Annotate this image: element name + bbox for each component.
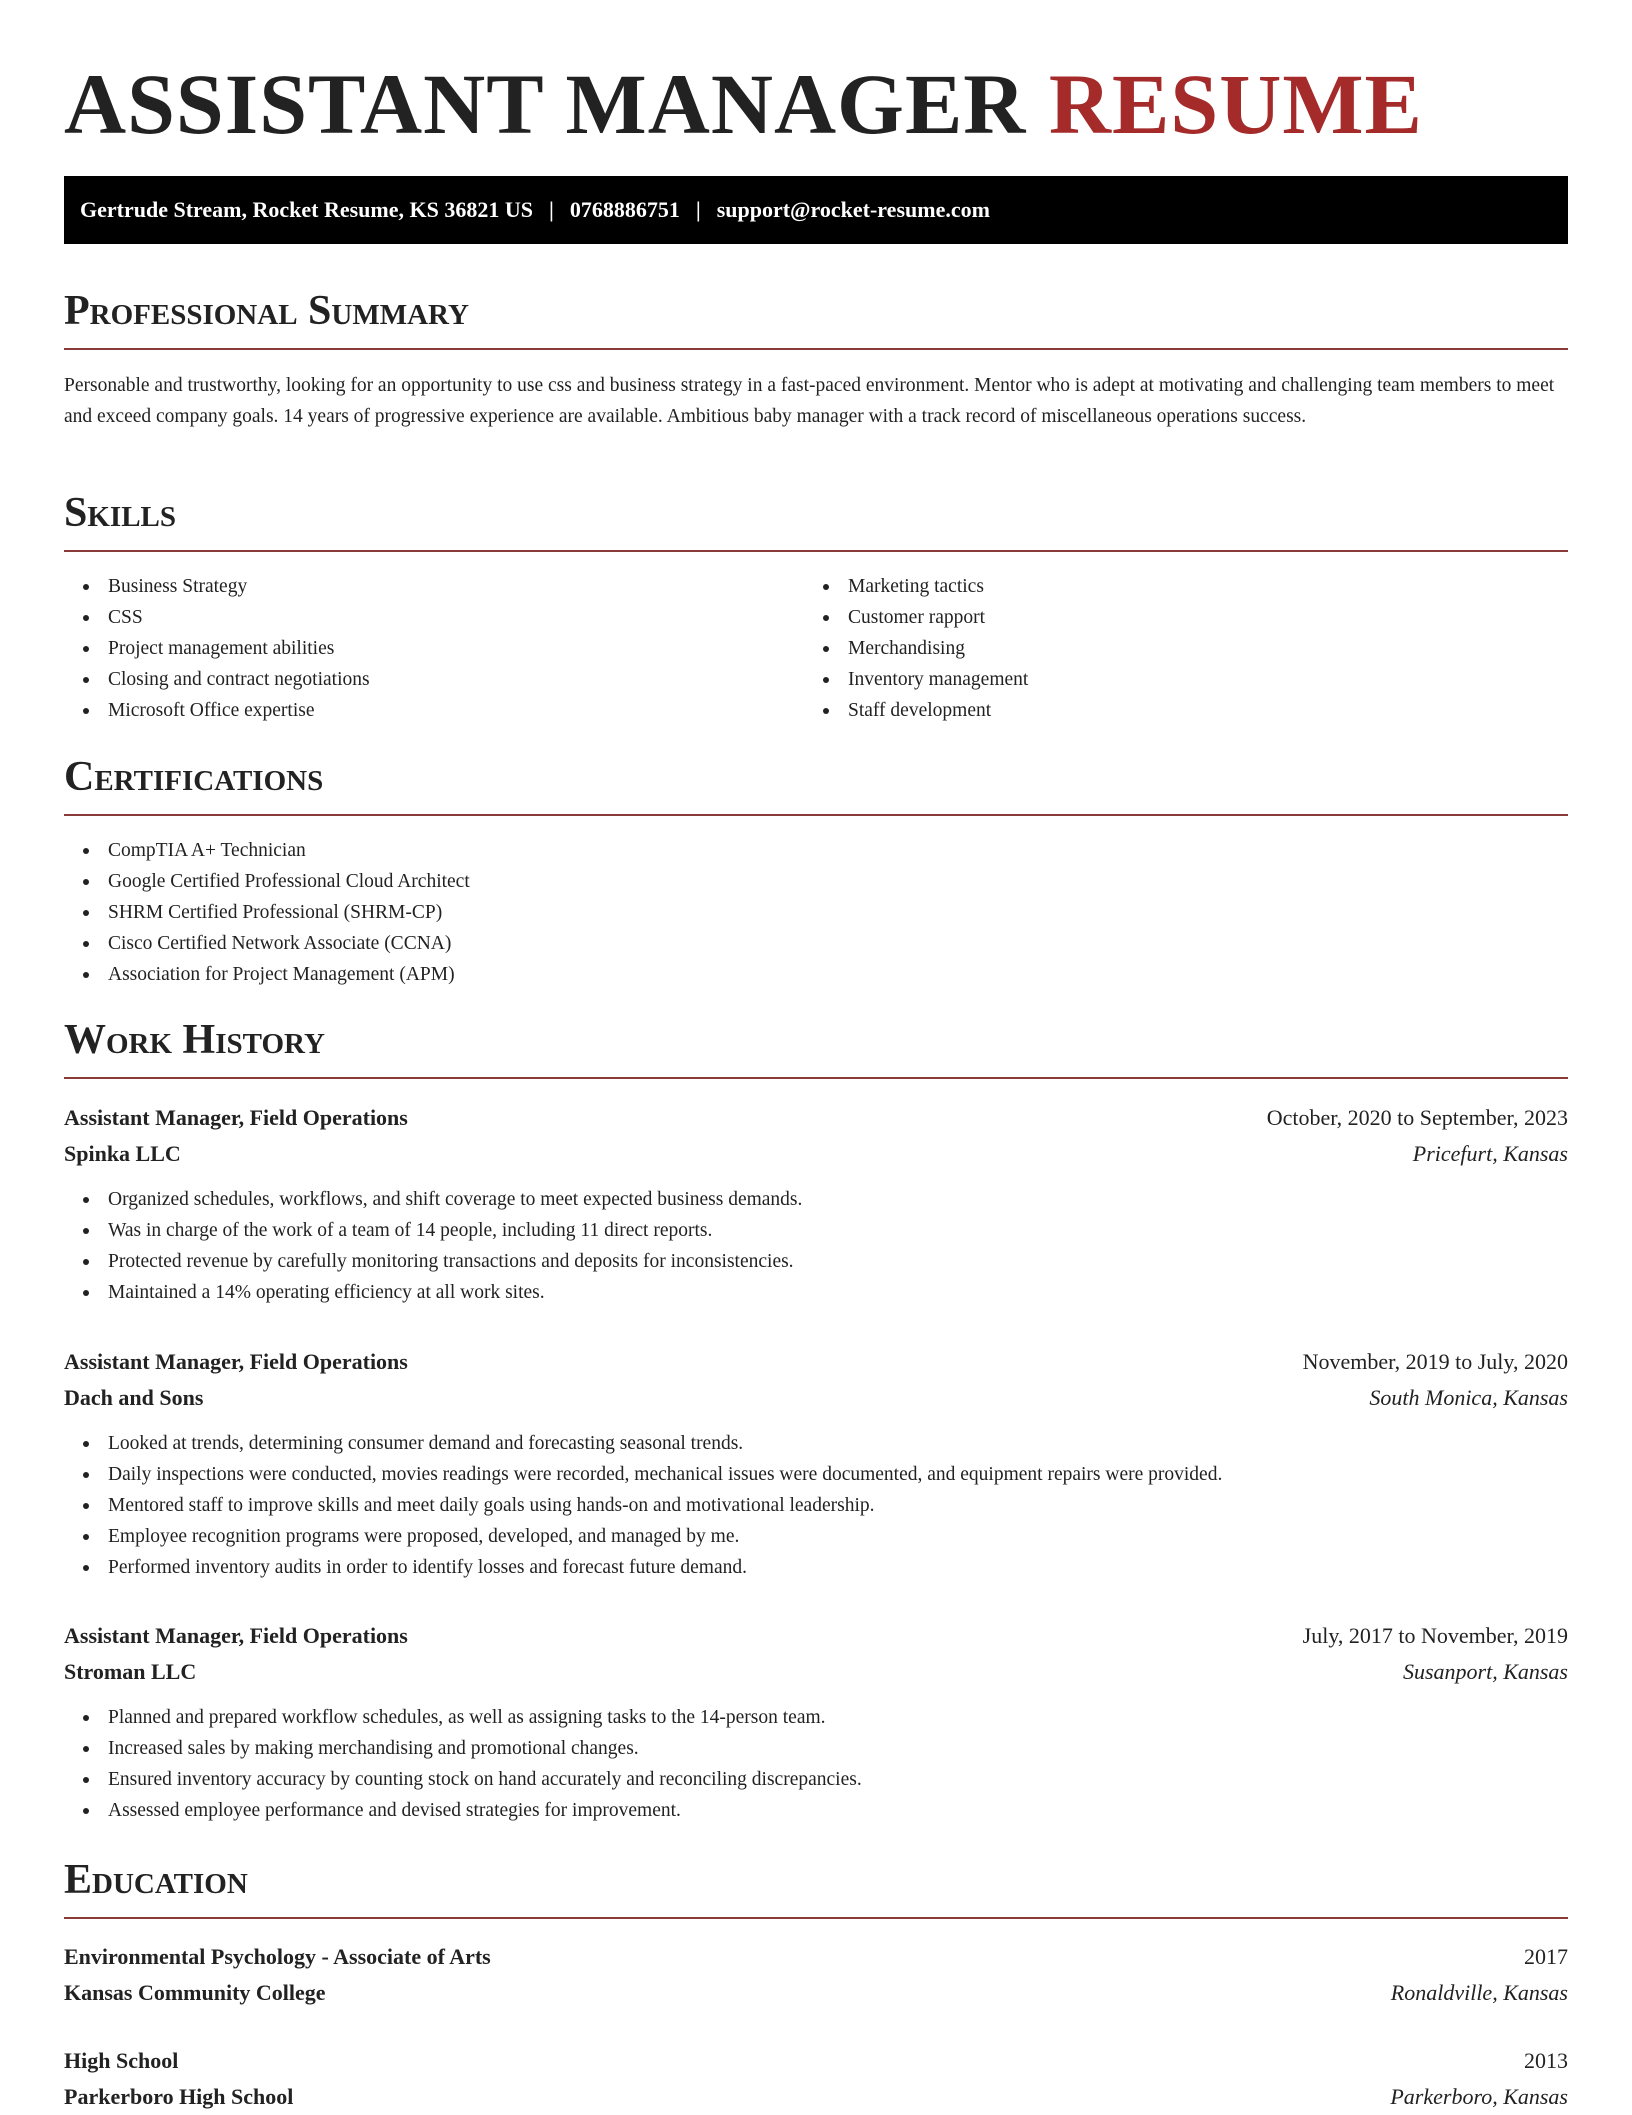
- education-degree: High School: [64, 2048, 179, 2073]
- list-item: Employee recognition programs were proposed, developed, and managed by me.: [64, 1521, 1568, 1552]
- contact-address: Gertrude Stream, Rocket Resume, KS 36821 US: [80, 197, 533, 222]
- contact-separator: |: [695, 197, 701, 222]
- list-item: Mentored staff to improve skills and meet daily goals using hands-on and motivational leadership.: [64, 1490, 1568, 1521]
- job-entry: [64, 1344, 1568, 1583]
- page-title: [64, 54, 1423, 154]
- list-item: Looked at trends, determining consumer demand and forecasting seasonal trends.: [64, 1428, 1568, 1459]
- list-item: Marketing tactics: [804, 571, 1544, 602]
- education-entry: [64, 1939, 1568, 2011]
- list-item: SHRM Certified Professional (SHRM-CP): [64, 897, 1568, 928]
- list-item: Staff development: [804, 695, 1544, 726]
- education-degree: Environmental Psychology - Associate of Arts: [64, 1944, 491, 1969]
- skills-column-left: [64, 571, 804, 726]
- contact-email[interactable]: support@rocket-resume.com: [716, 197, 990, 222]
- list-item: Association for Project Management (APM): [64, 959, 1568, 990]
- job-dates: November, 2019 to July, 2020: [1302, 1349, 1568, 1374]
- job-bullets: [64, 1184, 1568, 1308]
- education-location: Ronaldville, Kansas: [1390, 1980, 1568, 2005]
- list-item: Cisco Certified Network Associate (CCNA): [64, 928, 1568, 959]
- job-bullets: [64, 1702, 1568, 1826]
- job-title: Assistant Manager, Field Operations: [64, 1105, 408, 1130]
- list-item: Daily inspections were conducted, movies readings were recorded, mechanical issues were documented, and equipment repairs were provided.: [64, 1459, 1568, 1490]
- job-bullets: [64, 1428, 1568, 1583]
- skills-list: [64, 571, 1568, 726]
- education-location: Parkerboro, Kansas: [1390, 2084, 1568, 2109]
- list-item: Ensured inventory accuracy by counting stock on hand accurately and reconciling discrepancies.: [64, 1764, 1568, 1795]
- summary-text: Personable and trustworthy, looking for an opportunity to use css and business strategy in a fast-paced environment. Mentor who is adept at motivating and challenging team members to meet and exceed company goals. 14 years of progressive experience are available. Ambitious baby manager with a track record of miscellaneous operations success.: [64, 375, 1555, 427]
- list-item: Increased sales by making merchandising and promotional changes.: [64, 1733, 1568, 1764]
- list-item: Maintained a 14% operating efficiency at all work sites.: [64, 1277, 1568, 1308]
- education-year: 2017: [1524, 1944, 1568, 1969]
- list-item: Planned and prepared workflow schedules, as well as assigning tasks to the 14-person team.: [64, 1702, 1568, 1733]
- job-location: South Monica, Kansas: [1369, 1385, 1568, 1410]
- list-item: Was in charge of the work of a team of 14 people, including 11 direct reports.: [64, 1215, 1568, 1246]
- job-location: Pricefurt, Kansas: [1412, 1141, 1568, 1166]
- list-item: Google Certified Professional Cloud Architect: [64, 866, 1568, 897]
- list-item: Organized schedules, workflows, and shift coverage to meet expected business demands.: [64, 1184, 1568, 1215]
- certifications-list: [64, 835, 1568, 990]
- list-item: Closing and contract negotiations: [64, 664, 804, 695]
- job-company: Spinka LLC: [64, 1141, 181, 1166]
- job-dates: July, 2017 to November, 2019: [1302, 1623, 1568, 1648]
- education-entry: [64, 2043, 1568, 2115]
- contact-phone: 0768886751: [569, 197, 680, 222]
- education-heading: Education: [64, 1855, 1568, 1919]
- title-main: ASSISTANT MANAGER: [64, 56, 1027, 152]
- job-dates: October, 2020 to September, 2023: [1266, 1105, 1568, 1130]
- list-item: Inventory management: [804, 664, 1544, 695]
- skills-column-right: [804, 571, 1544, 726]
- list-item: Customer rapport: [804, 602, 1544, 633]
- work-history-heading: Work History: [64, 1015, 1568, 1079]
- job-entry: [64, 1618, 1568, 1826]
- list-item: Assessed employee performance and devised strategies for improvement.: [64, 1795, 1568, 1826]
- list-item: Microsoft Office expertise: [64, 695, 804, 726]
- list-item: CompTIA A+ Technician: [64, 835, 1568, 866]
- title-accent: RESUME: [1048, 56, 1423, 152]
- list-item: CSS: [64, 602, 804, 633]
- list-item: Business Strategy: [64, 571, 804, 602]
- job-entry: [64, 1100, 1568, 1308]
- list-item: Protected revenue by carefully monitoring transactions and deposits for inconsistencies.: [64, 1246, 1568, 1277]
- education-school: Parkerboro High School: [64, 2084, 294, 2109]
- list-item: Performed inventory audits in order to identify losses and forecast future demand.: [64, 1552, 1568, 1583]
- job-title: Assistant Manager, Field Operations: [64, 1623, 408, 1648]
- contact-bar: [64, 176, 1568, 244]
- list-item: Project management abilities: [64, 633, 804, 664]
- list-item: Merchandising: [804, 633, 1544, 664]
- job-title: Assistant Manager, Field Operations: [64, 1349, 408, 1374]
- education-school: Kansas Community College: [64, 1980, 326, 2005]
- certifications-heading: Certifications: [64, 752, 1568, 816]
- education-year: 2013: [1524, 2048, 1568, 2073]
- job-location: Susanport, Kansas: [1402, 1659, 1568, 1684]
- summary-heading: Professional Summary: [64, 286, 1568, 350]
- skills-heading: Skills: [64, 488, 1568, 552]
- contact-separator: |: [548, 197, 554, 222]
- job-company: Stroman LLC: [64, 1659, 197, 1684]
- job-company: Dach and Sons: [64, 1385, 204, 1410]
